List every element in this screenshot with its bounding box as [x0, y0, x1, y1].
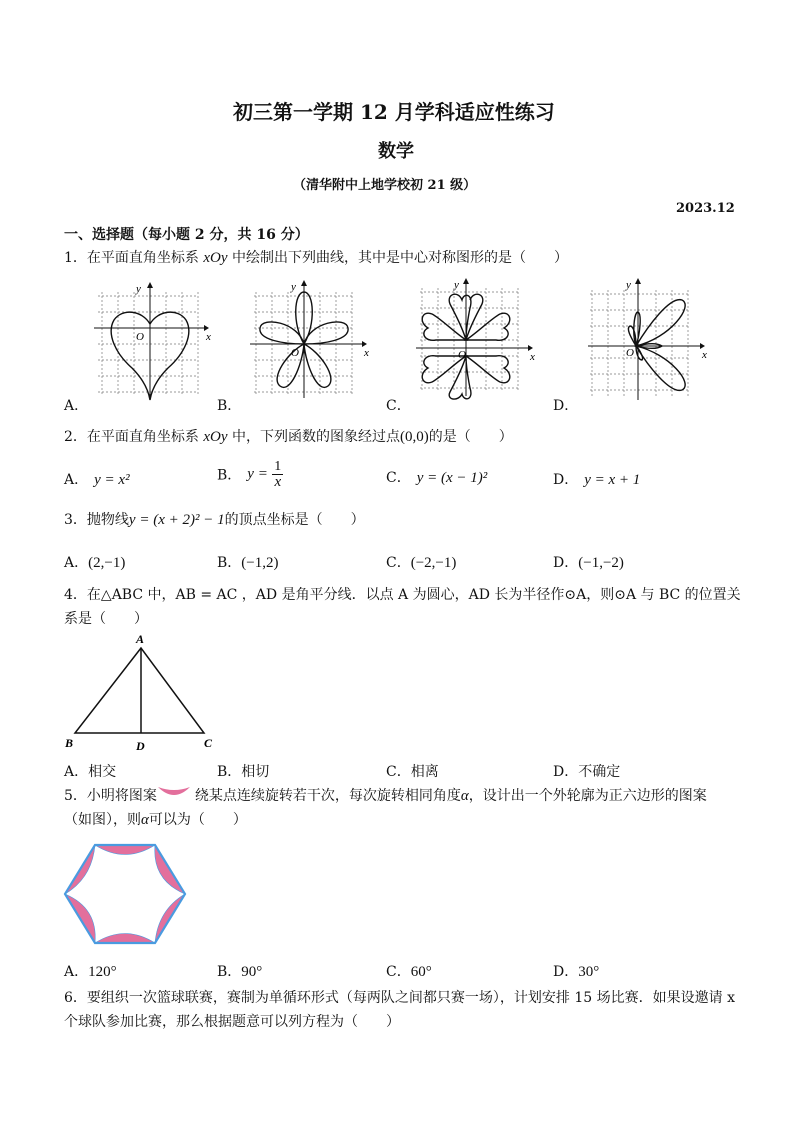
fraction-numerator: 1: [274, 459, 282, 474]
question-text: 可以为（ ）: [148, 812, 247, 828]
origin-label: O: [136, 331, 144, 343]
question-1: [64, 246, 568, 270]
question-6: [64, 986, 735, 1010]
axis-x-label: x: [530, 351, 535, 363]
origin-label: O: [458, 349, 466, 361]
q5-option-b[interactable]: [217, 961, 262, 981]
question-text: 小明将图案: [86, 788, 157, 804]
option-label: D．: [553, 472, 579, 488]
section-heading: 一、选择题（每小题 2 分，共 16 分）: [64, 227, 309, 243]
coordinate-system: xOy: [203, 250, 228, 266]
q3-option-a[interactable]: [64, 552, 125, 572]
question-text: 要组织一次篮球联赛，赛制为单循环形式（每两队之间都只赛一场），计划安排 15 场比赛．如果设邀请 x: [86, 990, 735, 1006]
axis-x-label: x: [364, 347, 369, 359]
option-label: B．: [217, 555, 242, 571]
option-label: C．: [386, 555, 411, 571]
origin-label: O: [626, 347, 634, 359]
option-value: 不确定: [578, 764, 621, 780]
option-label: D．: [553, 555, 579, 571]
axis-y-label: y: [626, 279, 631, 291]
q4-option-a[interactable]: [64, 761, 116, 781]
option-label: A．: [64, 964, 89, 980]
q1-option-c[interactable]: C．: [386, 398, 411, 414]
question-text: 在△ABC 中，AB = AC ，AD 是角平分线．以点 A 为圆心，AD 长为半径作⊙A，则⊙A 与 BC 的位置关: [86, 587, 741, 603]
question-number: 4．: [64, 587, 87, 603]
axis-y-label: y: [136, 283, 141, 295]
option-label: C．: [386, 964, 411, 980]
option-expression: y = x²: [94, 472, 130, 488]
option-label: B．: [217, 467, 242, 484]
subject-title: 数学: [378, 141, 414, 162]
option-expression: y =: [247, 466, 268, 482]
question-4-line2: 系是（ ）: [64, 611, 148, 627]
fraction-denominator: x: [274, 474, 282, 490]
option-value: (−1,2): [241, 555, 279, 571]
question-text: ，设计出一个外轮廓为正六边形的图案: [468, 788, 707, 804]
option-label: C．: [386, 764, 411, 780]
option-label: D．: [553, 964, 579, 980]
option-expression: y = x + 1: [584, 472, 641, 488]
page-title: 初三第一学期 12 月学科适应性练习: [233, 100, 555, 124]
fraction: [272, 459, 283, 490]
question-4: [64, 583, 741, 607]
option-value: 相交: [88, 764, 117, 780]
option-value: 120°: [88, 964, 117, 980]
figure-hexagon-pattern: [62, 840, 188, 950]
question-number: 3．: [64, 512, 87, 528]
option-expression: y = (x − 1)²: [416, 470, 488, 486]
q3-option-b[interactable]: [217, 552, 279, 572]
question-text: 在平面直角坐标系: [86, 250, 204, 266]
origin-label: O: [291, 347, 299, 359]
q1-option-b[interactable]: B．: [217, 398, 242, 414]
question-text: 在平面直角坐标系: [86, 429, 204, 445]
option-value: (2,−1): [88, 555, 126, 571]
option-value: 30°: [578, 964, 600, 980]
q2-option-b[interactable]: [217, 459, 283, 490]
axis-x-label: x: [206, 331, 211, 343]
angle-symbol: α: [460, 788, 469, 804]
option-label: B．: [217, 764, 242, 780]
exam-date: 2023.12: [676, 201, 735, 216]
q5-option-a[interactable]: [64, 961, 117, 981]
point-d-label: D: [136, 739, 145, 753]
question-text: 中绘制出下列曲线，其中是中心对称图形的是（ ）: [227, 250, 568, 266]
question-number: 6．: [64, 990, 87, 1006]
option-label: B．: [217, 964, 242, 980]
q1-option-d[interactable]: D．: [553, 398, 579, 414]
vertex-c-label: C: [204, 736, 213, 750]
question-text: 中，下列函数的图象经过点: [227, 429, 400, 445]
option-label: A．: [64, 764, 89, 780]
coordinate-system: xOy: [203, 429, 228, 445]
vertex-b-label: B: [65, 736, 74, 750]
q2-option-a[interactable]: [64, 469, 130, 489]
option-label: D．: [553, 764, 579, 780]
question-number: 2．: [64, 429, 87, 445]
q2-option-d[interactable]: [553, 469, 640, 489]
question-text: 的是（ ）: [428, 429, 513, 445]
school-subtitle: （清华附中上地学校初 21 级）: [293, 178, 477, 193]
question-text: 绕某点连续旋转若干次，每次旋转相同角度: [194, 788, 461, 804]
figure-heart-curve: [92, 282, 212, 402]
question-number: 5．: [64, 788, 87, 804]
q3-option-d[interactable]: [553, 552, 624, 572]
question-text: 的顶点坐标是（ ）: [224, 512, 365, 528]
option-value: (−1,−2): [578, 555, 624, 571]
option-value: 60°: [410, 964, 432, 980]
q4-option-b[interactable]: [217, 761, 269, 781]
q2-option-c[interactable]: [386, 467, 487, 487]
q3-option-c[interactable]: [386, 552, 456, 572]
question-3: [64, 508, 365, 532]
q1-option-a[interactable]: A．: [64, 398, 89, 414]
option-label: A．: [64, 472, 89, 488]
axis-y-label: y: [291, 281, 296, 293]
vertex-a-label: A: [136, 632, 145, 646]
q5-option-d[interactable]: [553, 961, 599, 981]
figure-four-heart-curve: [414, 278, 539, 398]
parabola-expression: y = (x + 2)² − 1: [128, 512, 225, 528]
petal-pattern-icon: [156, 785, 192, 799]
axis-x-label: x: [702, 349, 707, 361]
figure-butterfly-curve: [586, 278, 711, 402]
q4-option-d[interactable]: [553, 761, 620, 781]
question-2: [64, 425, 513, 449]
q4-option-c[interactable]: [386, 761, 439, 781]
option-label: A．: [64, 555, 89, 571]
angle-symbol: α: [141, 812, 149, 828]
question-text: （如图），则: [64, 812, 141, 828]
figure-five-petal-curve: [248, 280, 373, 400]
q5-option-c[interactable]: [386, 961, 432, 981]
option-value: 90°: [241, 964, 263, 980]
point-value: (0,0): [399, 429, 429, 445]
question-6-line2: 个球队参加比赛，那么根据题意可以列方程为（ ）: [64, 1014, 400, 1030]
option-value: (−2,−1): [410, 555, 457, 571]
question-number: 1．: [64, 250, 87, 266]
option-label: C．: [386, 470, 411, 486]
option-value: 相切: [241, 764, 270, 780]
axis-y-label: y: [454, 279, 459, 291]
question-5-line2: [64, 808, 247, 832]
figure-triangle-abc: [62, 630, 222, 755]
question-text: 抛物线: [86, 512, 129, 528]
option-value: 相离: [410, 764, 439, 780]
